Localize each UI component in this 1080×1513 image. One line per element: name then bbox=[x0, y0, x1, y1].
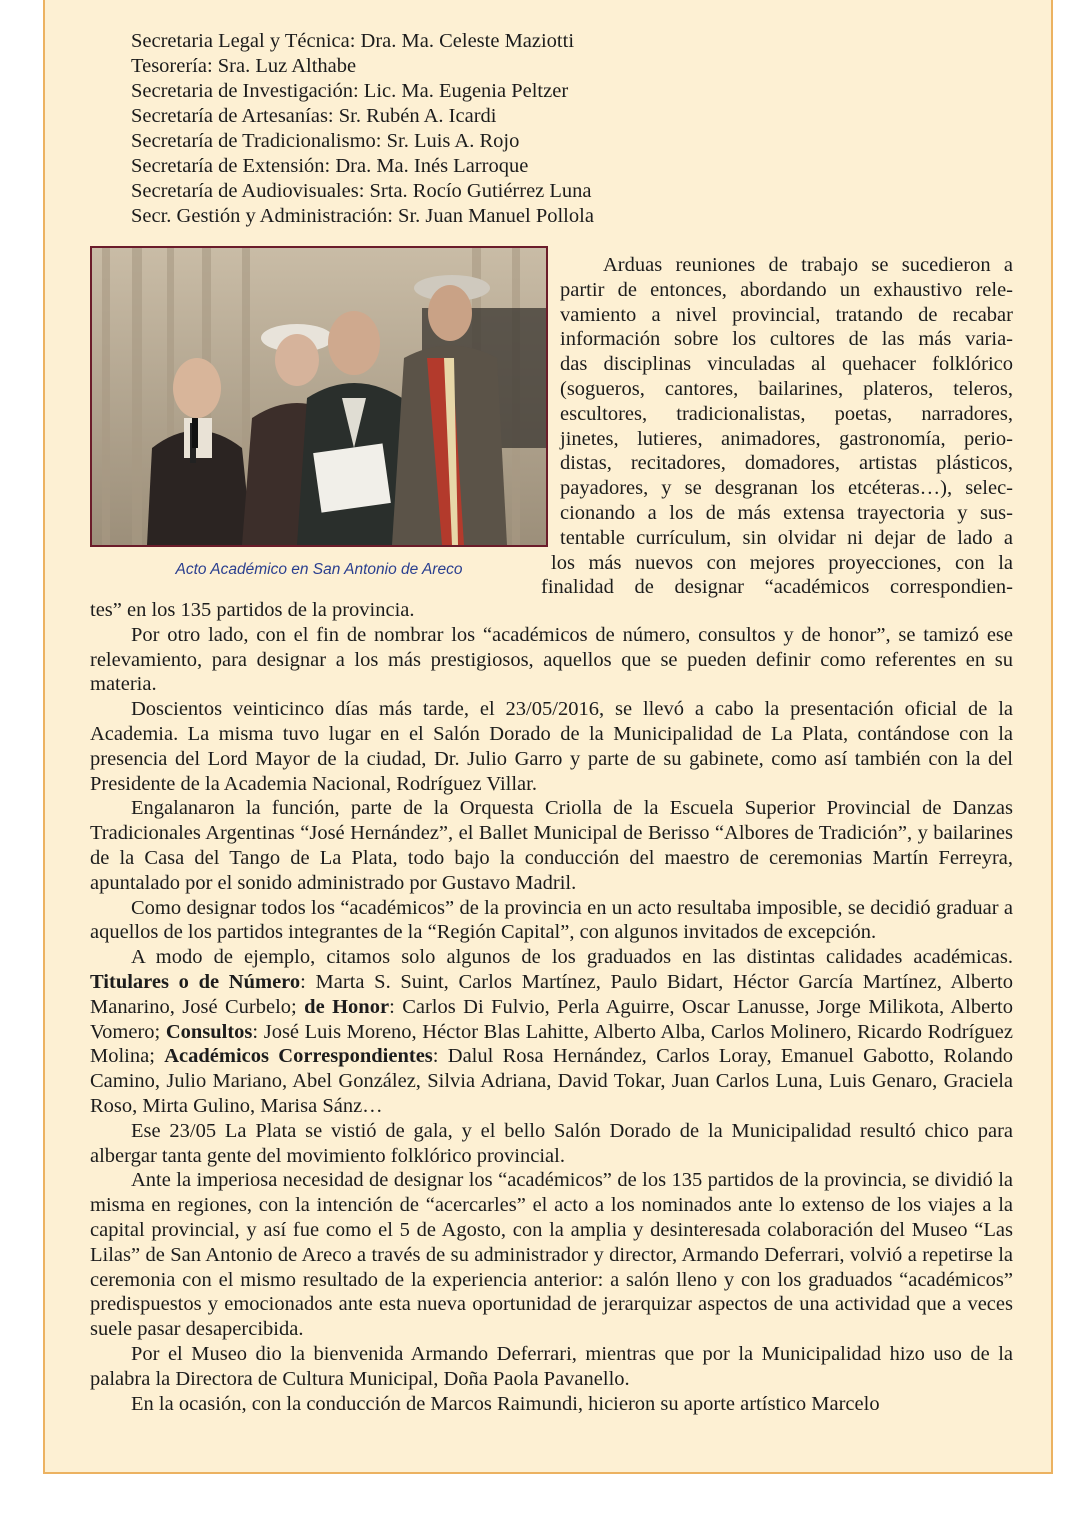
text-line: das disciplinas vinculadas al quehacer folklórico bbox=[560, 353, 1013, 376]
text-line: información sobre los cultores de las más varia- bbox=[560, 328, 1013, 351]
paragraph: En la ocasión, con la conducción de Marcos Raimundi, hicieron su aporte artístico Marcelo bbox=[131, 1392, 880, 1415]
officer-line: Secretaría de Extensión: Dra. Ma. Inés Larroque bbox=[131, 155, 529, 177]
officer-line: Secretaría de Audiovisuales: Srta. Rocío Gutiérrez Luna bbox=[131, 180, 592, 202]
text-line: tentable currículum, sin olvidar ni dejar de lado a bbox=[560, 526, 1013, 549]
paragraph: tes” en los 135 partidos de la provincia. bbox=[90, 599, 415, 621]
text-run: : Marta S. Suint, Carlos Martínez, Paulo Bidart, Héctor García Martínez, Alberto Manarino, José Curbelo; bbox=[90, 970, 1013, 1018]
event-photo-image bbox=[92, 248, 546, 545]
article-body bbox=[90, 598, 1013, 1416]
paragraph: Ese 23/05 La Plata se vistió de gala, y el bello Salón Dorado de la Municipalidad resultó chico para albergar tanta gente del movimiento folklórico provincial. bbox=[90, 1119, 1013, 1167]
paragraph: Engalanaron la función, parte de la Orquesta Criolla de la Escuela Superior Provincial de Danzas Tradicionales Argentinas “José Hernández”, el Ballet Municipal de Berisso “Albores de Tradición”, y bailarines de la Casa del Tango de La Plata, todo bajo la conducción del maestro de ceremonias Martín Ferreyra, apuntalado por el sonido administrado por Gustavo Madril. bbox=[90, 797, 1013, 894]
text-run: : José Luis Moreno, Héctor Blas Lahitte, Alberto Alba, Carlos Molinero, Ricardo Rodríguez Molina; bbox=[90, 1020, 1013, 1068]
bold-label: Titulares o de Número bbox=[90, 970, 301, 993]
text-line: distas, recitadores, domadores, artistas plásticos, bbox=[560, 452, 1013, 475]
text-line: los más nuevos con mejores proyecciones, con la bbox=[551, 551, 1013, 574]
photo-caption: Acto Académico en San Antonio de Areco bbox=[175, 561, 463, 578]
bold-label: de Honor bbox=[304, 995, 390, 1018]
text-run: : Carlos Di Fulvio, Perla Aguirre, Oscar Lanusse, Jorge Milikota, Alberto Vomero; bbox=[90, 995, 1013, 1043]
paragraph: Como designar todos los “académicos” de la provincia en un acto resultaba imposible, se decidió graduar a aquellos de los partidos integrantes de la “Región Capital”, con algunos invitados de excepción. bbox=[90, 896, 1013, 944]
text-run: A modo de ejemplo, citamos solo algunos de los graduados en las distintas calidades académicas. bbox=[131, 946, 1013, 969]
text-line: cionando a los de más extensa trayectoria y sus- bbox=[560, 502, 1013, 524]
officers-list bbox=[131, 29, 594, 229]
officer-line: Tesorería: Sra. Luz Althabe bbox=[131, 55, 357, 77]
event-photo bbox=[90, 246, 548, 547]
paragraph: Por otro lado, con el fin de nombrar los “académicos de número, consultos y de honor”, se tamizó ese relevamiento, para designar a los más prestigiosos, aquellos que se pueden definir como referentes en su materia. bbox=[90, 623, 1013, 696]
officer-line: Secretaria Legal y Técnica: Dra. Ma. Celeste Maziotti bbox=[131, 30, 575, 52]
text-run: : Dalul Rosa Hernández, Carlos Loray, Emanuel Gabotto, Rolando Camino, Julio Mariano, Abel González, Silvia Adriana, David Tokar, Juan Carlos Luna, Luis Genaro, Graciela Roso, Mirta Gulino, Marisa Sánz… bbox=[90, 1045, 1014, 1117]
officer-line: Secretaria de Investigación: Lic. Ma. Eugenia Peltzer bbox=[131, 80, 569, 102]
paragraph: Por el Museo dio la bienvenida Armando Deferrari, mientras que por la Municipalidad hizo uso de la palabra la Directora de Cultura Municipal, Doña Paola Pavanello. bbox=[90, 1342, 1013, 1390]
officer-line: Secr. Gestión y Administración: Sr. Juan Manuel Pollola bbox=[131, 205, 594, 227]
officer-line: Secretaría de Artesanías: Sr. Rubén A. Icardi bbox=[131, 105, 497, 127]
text-line: vamiento a nivel provincial, tratando de recabar bbox=[560, 303, 1013, 326]
bold-label: Académicos Correspondientes bbox=[164, 1045, 433, 1068]
text-line: escultores, tradicionalistas, poetas, narradores, bbox=[560, 402, 1013, 425]
bold-label: Consultos bbox=[165, 1020, 253, 1043]
text-line: jinetes, lutieres, animadores, gastronomía, perio- bbox=[560, 427, 1013, 450]
paragraph: Ante la imperiosa necesidad de designar los “académicos” de los 135 partidos de la provincia, se dividió la misma en regiones, con la intención de “acercarles” el acto a los nominados ante lo extenso de los viajes a la capital provincial, y así fue como el 5 de Agosto, con la amplia y desinteresada colaboración del Museo “Las Lilas” de San Antonio de Areco a través de su administrador y director, Armando Deferrari, volvió a repetirse la ceremonia con el mismo resultado de la experiencia anterior: a salón lleno y con los graduados “académicos” predispuestos y emocionados ante esta nueva oportunidad de jerarquizar aspectos de una actividad que a veces suele pasar desapercibida. bbox=[90, 1169, 1013, 1341]
text-line: payadores, y se desgranan los etcéteras…), selec- bbox=[560, 477, 1013, 500]
text-line: finalidad de designar “académicos correspondien- bbox=[541, 576, 1013, 599]
text-line: partir de entonces, abordando un exhaustivo rele- bbox=[560, 278, 1013, 301]
text-line: (sogueros, cantores, bailarines, plateros, teleros, bbox=[560, 378, 1013, 400]
paragraph-graduates bbox=[90, 945, 1013, 1119]
text-line: Arduas reuniones de trabajo se sucedieron a bbox=[603, 254, 1013, 276]
officer-line: Secretaría de Tradicionalismo: Sr. Luis A. Rojo bbox=[131, 130, 520, 152]
paragraph: Doscientos veinticinco días más tarde, el 23/05/2016, se llevó a cabo la presentación oficial de la Academia. La misma tuvo lugar en el Salón Dorado de la Municipalidad de La Plata, contándose con la presencia del Lord Mayor de la ciudad, Dr. Julio Garro y parte de su gabinete, como así también con la del Presidente de la Academia Nacional, Rodríguez Villar. bbox=[90, 698, 1013, 795]
